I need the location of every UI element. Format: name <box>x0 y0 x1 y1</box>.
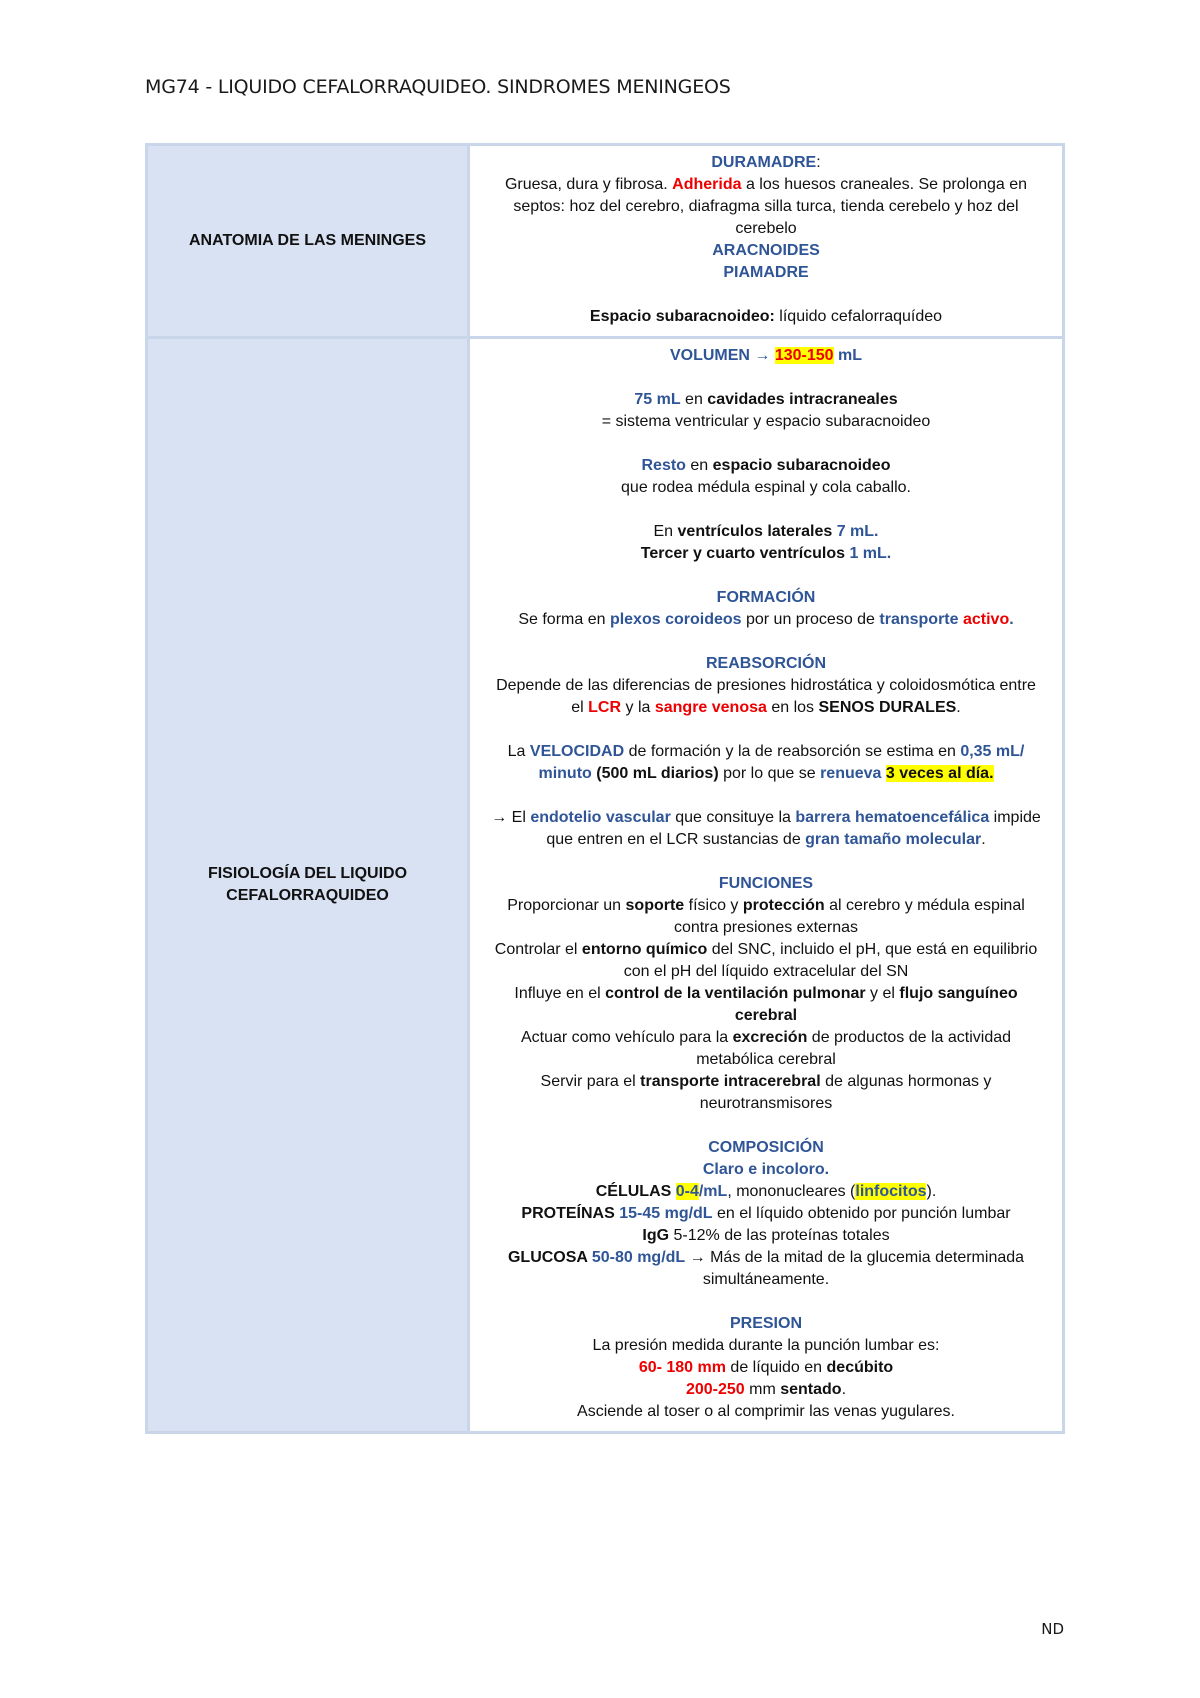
table-row <box>147 145 1064 338</box>
duramadre-heading: DURAMADRE: <box>711 154 821 171</box>
volumen-sistema: = sistema ventricular y espacio subaracnoideo <box>601 413 931 430</box>
notes-table <box>145 143 1065 1434</box>
composicion-glucosa: GLUCOSA 50-80 mg/dL → Más de la mitad de la glucemia determinada simultáneamente. <box>507 1249 1025 1288</box>
funciones-heading: FUNCIONES <box>718 875 814 892</box>
piamadre-heading: PIAMADRE <box>723 264 809 281</box>
composicion-celulas: CÉLULAS 0-4/mL, mononucleares (linfocitos). <box>595 1183 937 1200</box>
duramadre-text: Gruesa, dura y fibrosa. Adherida a los huesos craneales. Se prolonga en septos: hoz del cerebro, diafragma silla turca, tienda cerebelo y hoz del cerebelo <box>504 176 1028 237</box>
volumen-line: VOLUMEN → 130-150 mL <box>669 347 863 364</box>
composicion-proteinas: PROTEÍNAS 15-45 mg/dL en el líquido obtenido por punción lumbar <box>521 1205 1011 1222</box>
row-label-text: FISIOLOGÍA DEL LIQUIDO <box>207 865 408 882</box>
formacion-heading: FORMACIÓN <box>716 589 816 606</box>
arrow-icon: → <box>689 1249 706 1266</box>
volumen-rodea: que rodea médula espinal y cola caballo. <box>621 479 911 496</box>
row-label-anatomia <box>147 145 469 338</box>
velocidad-text: La VELOCIDAD de formación y la de reabsorción se estima en 0,35 mL/ minuto (500 mL diarios) por lo que se renueva 3 veces al día. <box>507 743 1025 782</box>
arrow-icon: → <box>754 347 771 364</box>
presion-heading: PRESION <box>729 1315 802 1332</box>
presion-decubito: 60- 180 mm de líquido en decúbito <box>638 1359 894 1376</box>
row-label-text: CEFALORRAQUIDEO <box>226 887 389 904</box>
composicion-igg: IgG 5-12% de las proteínas totales <box>642 1227 890 1244</box>
composicion-heading: COMPOSICIÓN <box>708 1139 824 1156</box>
footer-initials: ND <box>1041 1620 1064 1638</box>
funcion-item: Servir para el transporte intracerebral de algunas hormonas y neurotransmisores <box>540 1073 992 1112</box>
presion-asciende: Asciende al toser o al comprimir las venas yugulares. <box>577 1403 955 1420</box>
aracnoides-heading: ARACNOIDES <box>712 242 820 259</box>
reabsorcion-heading: REABSORCIÓN <box>705 655 826 672</box>
reabsorcion-text: Depende de las diferencias de presiones hidrostática y coloidosmótica entre el LCR y la sangre venosa en los SENOS DURALES. <box>496 677 1036 716</box>
row-content-fisiologia <box>469 338 1064 1433</box>
ventriculos-tercer-cuarto: Tercer y cuarto ventrículos 1 mL. <box>640 545 892 562</box>
arrow-icon: → <box>491 809 512 826</box>
volumen-resto: Resto en espacio subaracnoideo <box>641 457 891 474</box>
funcion-item: Actuar como vehículo para la excreción de productos de la actividad metabólica cerebral <box>520 1029 1012 1068</box>
funcion-item: Controlar el entorno químico del SNC, incluido el pH, que está en equilibrio con el pH del líquido extracelular del SN <box>494 941 1038 980</box>
funcion-item: Influye en el control de la ventilación pulmonar y el flujo sanguíneo cerebral <box>514 985 1018 1024</box>
composicion-claro: Claro e incoloro. <box>702 1161 830 1178</box>
espacio-subaracnoideo: Espacio subaracnoideo: líquido cefalorraquídeo <box>589 308 943 325</box>
formacion-text: Se forma en plexos coroideos por un proceso de transporte activo. <box>518 611 1014 628</box>
volumen-75: 75 mL en cavidades intracraneales <box>634 391 898 408</box>
page-title: MG74 - LIQUIDO CEFALORRAQUIDEO. SINDROMES MENINGEOS <box>145 76 731 98</box>
ventriculos-laterales: En ventrículos laterales 7 mL. <box>653 523 879 540</box>
row-content-anatomia <box>469 145 1064 338</box>
funcion-item: Proporcionar un soporte físico y protección al cerebro y médula espinal contra presiones externas <box>507 897 1025 936</box>
table-row <box>147 338 1064 1433</box>
endotelio-text: → El endotelio vascular que consituye la barrera hematoencefálica impide que entren en el LCR sustancias de gran tamaño molecular. <box>491 809 1041 848</box>
presion-intro: La presión medida durante la punción lumbar es: <box>592 1337 940 1354</box>
row-label-text: ANATOMIA DE LAS MENINGES <box>188 232 427 249</box>
presion-sentado: 200-250 mm sentado. <box>685 1381 847 1398</box>
row-label-fisiologia <box>147 338 469 1433</box>
